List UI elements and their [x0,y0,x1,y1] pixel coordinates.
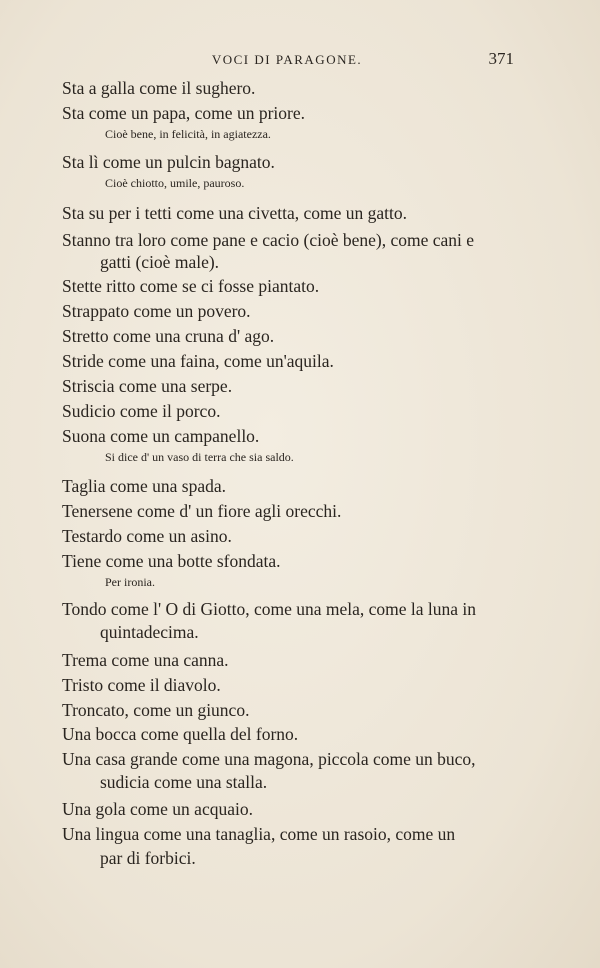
page-header [60,50,514,70]
entry-line: Tiene come una botte sfondata. [62,551,281,571]
entry-line: Stette ritto come se ci fosse piantato. [62,276,320,296]
entry-line: Sta come un papa, come un priore. [62,103,305,123]
entry-line: Stanno tra loro come pane e cacio (cioè bene), come cani e [62,230,475,250]
entry-line: Tristo come il diavolo. [62,675,221,695]
entry-line: Una casa grande come una magona, piccola come un buco, [62,749,476,769]
running-title: VOCI DI PARAGONE. [211,52,363,67]
entry-continuation: sudicia come una stalla. [100,772,268,792]
entry-continuation: gatti (cioè male). [100,252,220,272]
entry-line: Sudicio come il porco. [62,401,221,421]
entry-note: Cioè chiotto, umile, pauroso. [105,176,245,190]
page-number: 371 [488,49,514,68]
entry-line: Tondo come l' O di Giotto, come una mela, come la luna in [62,599,477,619]
entry-note: Si dice d' un vaso di terra che sia saldo. [105,450,294,464]
entry-line: Sta a galla come il sughero. [62,78,256,98]
entry-line: Suona come un campanello. [62,426,260,446]
entry-note: Per ironia. [105,575,155,589]
entry-line: Una bocca come quella del forno. [62,724,299,744]
entry-line: Stretto come una cruna d' ago. [62,326,275,346]
entry-line: Troncato, come un giunco. [62,700,250,720]
entry-line: Strappato come un povero. [62,301,251,321]
entry-line: Stride come una faina, come un'aquila. [62,351,334,371]
entry-continuation: par di forbici. [100,848,196,868]
entry-line: Sta su per i tetti come una civetta, come un gatto. [62,203,408,223]
entry-line: Tenersene come d' un fiore agli orecchi. [62,501,342,521]
entry-note: Cioè bene, in felicità, in agiatezza. [105,127,271,141]
entry-line: Taglia come una spada. [62,476,226,496]
entry-continuation: quintadecima. [100,622,199,642]
entry-line: Una gola come un acquaio. [62,799,253,819]
entry-line: Testardo come un asino. [62,526,232,546]
entry-line: Sta lì come un pulcin bagnato. [62,152,275,172]
entry-line: Trema come una canna. [62,650,229,670]
entry-line: Striscia come una serpe. [62,376,233,396]
entry-line: Una lingua come una tanaglia, come un rasoio, come un [62,824,456,844]
